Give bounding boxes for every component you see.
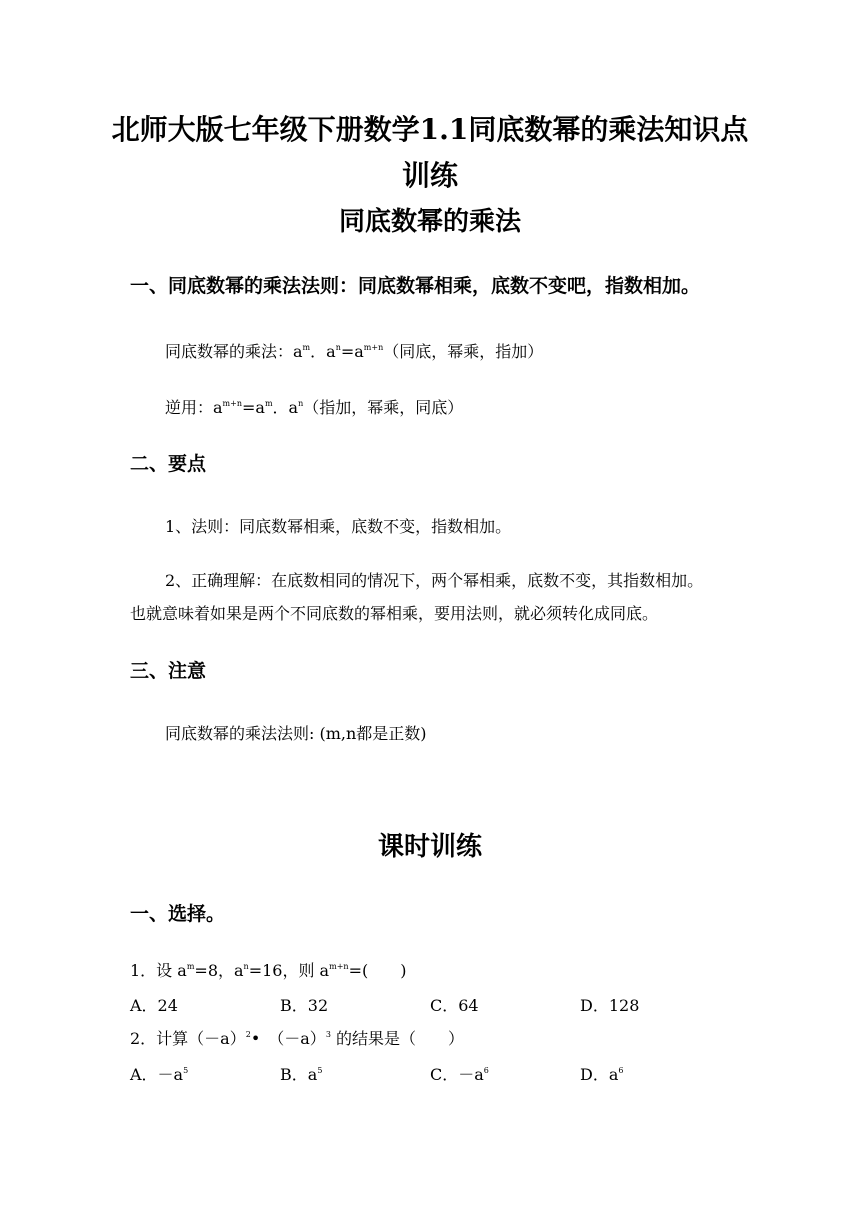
q1-option-a: A．24	[130, 996, 178, 1015]
q2-option-d: D．$a^6$	[580, 1065, 624, 1084]
section2-heading: 二、要点	[130, 453, 207, 475]
practice-heading: 一、选择。	[130, 903, 226, 925]
note: 同底数幂的乘法法则: (m,n都是正数)	[165, 724, 427, 743]
point-2-line1: 2、正确理解：在底数相同的情况下，两个幂相乘，底数不变，其指数相加。	[165, 571, 704, 590]
practice-title: 课时训练	[377, 832, 482, 862]
page-title: 北师大版七年级下册数学1.1同底数幂的乘法知识点	[111, 113, 749, 146]
inverse-formula: 逆用：$a^{m+n}=a^m$．$a^n$（指加，幂乘，同底）	[165, 398, 464, 417]
rule-formula: 同底数幂的乘法：$a^m$．$a^n=a^{m+n}$（同底，幂乘，指加）	[165, 342, 544, 361]
page-title-line2: 训练	[401, 159, 458, 192]
point-2-line2: 也就意味着如果是两个不同底数的幂相乘，要用法则，就必须转化成同底。	[130, 604, 659, 623]
question-1: 1．设 $a^m=8$，$a^n=16$，则 $a^{m+n}=$( )	[130, 961, 407, 980]
q2-option-b: B．$a^5$	[280, 1065, 323, 1084]
section1-heading: 一、同底数幂的乘法法则：同底数幂相乘，底数不变吧，指数相加。	[130, 275, 701, 297]
q1-option-b: B．32	[280, 996, 329, 1015]
section3-heading: 三、注意	[130, 660, 207, 682]
point-1: 1、法则：同底数幂相乘，底数不变，指数相加。	[165, 517, 512, 536]
question-2: 2．计算$(-a)^2•$ $(-a)^3$ 的结果是（ ）	[130, 1029, 464, 1048]
q1-option-c: C．64	[430, 996, 479, 1015]
q2-option-a: A．$-a^5$	[130, 1065, 189, 1084]
q1-option-d: D．128	[580, 996, 640, 1015]
page-subtitle: 同底数幂的乘法	[338, 207, 521, 237]
q2-option-c: C．$-a^6$	[430, 1065, 489, 1084]
